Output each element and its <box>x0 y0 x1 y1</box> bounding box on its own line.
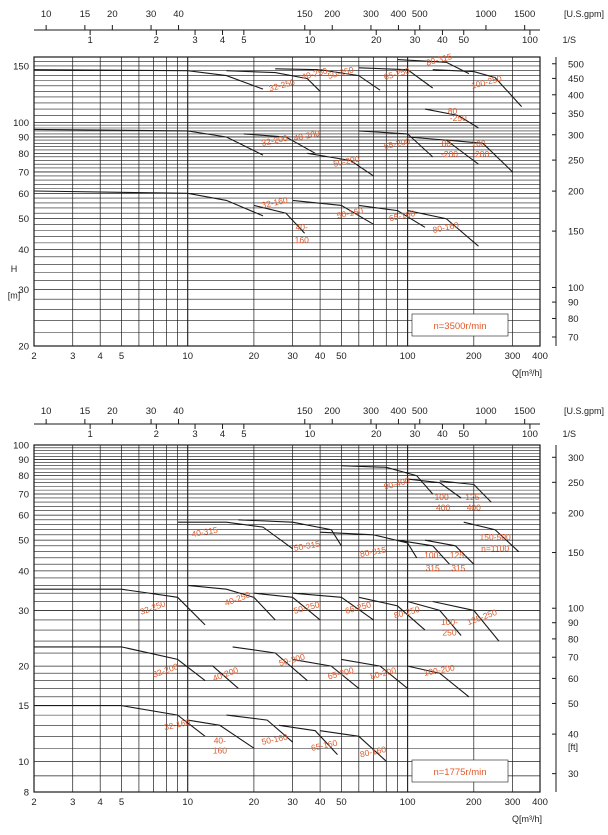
ft-tick-label: 450 <box>568 73 584 85</box>
x-axis-label: Q[m³/h] <box>511 814 542 824</box>
x-tick-label: 300 <box>504 797 521 808</box>
x-axis-label: Q[m³/h] <box>511 368 542 378</box>
model-label: 315 <box>451 562 466 573</box>
model-label: 400 <box>466 502 481 513</box>
chart-panel-2 <box>13 406 604 824</box>
gpm-tick-label: 10 <box>40 9 52 20</box>
ft-tick-label: 500 <box>568 59 584 71</box>
y-tick-label: 60 <box>18 188 29 200</box>
model-label: -250 <box>449 112 467 123</box>
model-label: 160 <box>294 234 309 245</box>
model-label: 100-250 <box>470 73 503 91</box>
x-tick-label: 20 <box>248 797 260 808</box>
model-label: 100- <box>440 616 458 627</box>
speed-label: n=3500r/min <box>433 321 487 332</box>
model-label: 40- <box>213 735 226 746</box>
x-tick-label: 200 <box>465 797 482 808</box>
ls-tick-label: 1 <box>87 35 93 46</box>
x-tick-label: 100 <box>399 351 416 362</box>
model-label: 100 <box>471 138 486 149</box>
model-label: 80-200 <box>369 664 398 682</box>
gpm-tick-label: 30 <box>145 9 157 20</box>
ls-tick-label: 3 <box>192 35 198 46</box>
gpm-tick-label: 20 <box>107 9 118 20</box>
curve-32-250 <box>34 70 263 89</box>
model-label: 65-160 <box>388 208 417 224</box>
x-tick-label: 20 <box>248 351 260 362</box>
ft-tick-label: 200 <box>568 508 584 520</box>
curve-32-200 <box>34 129 263 155</box>
model-label: 65-160 <box>310 737 339 753</box>
model-label: 80-315 <box>424 51 454 68</box>
model-label: 100-200 <box>422 662 456 678</box>
ls-tick-label: 2 <box>153 429 159 440</box>
y-tick-label: 10 <box>18 756 29 768</box>
gpm-tick-label: 200 <box>324 9 341 20</box>
gpm-tick-label: 40 <box>173 9 184 20</box>
ls-tick-label: 20 <box>370 35 382 46</box>
ft-tick-label: 150 <box>568 548 584 560</box>
ft-tick-label: 70 <box>568 652 579 664</box>
gpm-tick-label: 500 <box>411 406 428 417</box>
model-label: 40- <box>295 222 308 233</box>
x-tick-label: 2 <box>31 351 37 362</box>
ft-tick-label: 300 <box>568 452 584 464</box>
x-tick-label: 4 <box>97 351 103 362</box>
y-tick-label: 60 <box>18 510 29 522</box>
model-label: 40-250 <box>223 589 252 608</box>
model-label: 90-400 <box>382 475 411 492</box>
model-label: n=1100 <box>481 543 510 554</box>
y-tick-label: 30 <box>18 285 29 297</box>
ls-tick-label: 30 <box>409 35 421 46</box>
y-axis-unit: [m] <box>7 290 21 301</box>
model-label: 80-160 <box>431 219 460 235</box>
y-tick-label: 40 <box>18 245 29 257</box>
x-tick-label: 10 <box>182 797 193 808</box>
ft-tick-label: 100 <box>568 603 584 615</box>
y-tick-label: 50 <box>18 214 29 226</box>
ls-tick-label: 50 <box>458 429 470 440</box>
gpm-tick-label: 1000 <box>475 9 497 20</box>
model-label: 32-250 <box>267 76 296 94</box>
model-label: 125- <box>449 549 467 560</box>
ls-tick-label: 20 <box>370 429 382 440</box>
ft-tick-label: 150 <box>568 226 584 238</box>
model-label: 50-160 <box>335 205 364 221</box>
y-tick-label: 150 <box>13 61 29 73</box>
curve-32-160 <box>34 191 263 216</box>
x-tick-label: 5 <box>118 351 125 362</box>
annotations-top <box>261 51 503 245</box>
ft-tick-label: 30 <box>568 769 579 781</box>
x-tick-label: 50 <box>336 351 347 362</box>
gpm-tick-label: 150 <box>296 9 313 20</box>
ls-tick-label: 5 <box>241 35 247 46</box>
model-label: 80 <box>447 106 458 117</box>
ls-tick-label: 10 <box>304 35 316 46</box>
gpm-tick-label: 400 <box>390 9 407 20</box>
ft-tick-label: 300 <box>568 130 584 142</box>
x-tick-label: 40 <box>314 351 326 362</box>
y-tick-label: 20 <box>18 661 29 673</box>
gpm-tick-label: 40 <box>173 406 184 417</box>
ft-tick-label: 60 <box>568 673 579 685</box>
x-tick-label: 3 <box>70 351 76 362</box>
gpm-tick-label: 400 <box>390 406 407 417</box>
model-label: 50-315 <box>292 538 321 553</box>
y-axis-label: H <box>10 264 18 275</box>
ft-tick-label: 80 <box>568 634 579 646</box>
ft-tick-label: 90 <box>568 618 579 630</box>
y-tick-label: 80 <box>18 148 29 160</box>
ft-tick-label: 200 <box>568 186 584 198</box>
gpm-tick-label: 300 <box>363 406 379 417</box>
ls-tick-label: 30 <box>409 429 421 440</box>
model-label: 40-200 <box>292 127 321 144</box>
gpm-tick-label: 150 <box>296 406 313 417</box>
model-label: 125- <box>465 492 483 503</box>
y-tick-label: 90 <box>18 454 29 466</box>
ft-tick-label: 50 <box>568 698 579 710</box>
ls-tick-label: 50 <box>458 35 470 46</box>
gpm-tick-label: 1000 <box>475 406 497 417</box>
y-tick-label: 8 <box>23 787 29 799</box>
x-tick-label: 300 <box>504 351 521 362</box>
ls-tick-label: 40 <box>437 429 448 440</box>
model-label: 315 <box>425 562 440 573</box>
model-label: 40-200 <box>211 664 240 684</box>
gpm-tick-label: 1500 <box>514 406 536 417</box>
x-tick-label: 5 <box>118 797 125 808</box>
x-tick-label: 200 <box>465 351 482 362</box>
model-label: 40-315 <box>190 524 219 540</box>
y-tick-label: 70 <box>18 167 29 179</box>
model-label: 65-200 <box>382 135 411 152</box>
model-label: 40-250 <box>300 65 329 82</box>
model-label: 80-160 <box>358 744 387 760</box>
model-label: 125-250 <box>465 607 499 628</box>
model-label: 32-200 <box>260 132 289 148</box>
model-label: 50-250 <box>326 64 355 81</box>
ls-tick-label: 4 <box>219 429 226 440</box>
ft-tick-label: 90 <box>568 297 579 309</box>
x-tick-label: 2 <box>31 797 37 808</box>
ls-tick-label: 5 <box>241 429 247 440</box>
x-tick-label: 4 <box>97 797 103 808</box>
x-tick-label: 10 <box>182 351 193 362</box>
model-label: 50-250 <box>292 599 321 616</box>
model-label: 32-160 <box>163 716 192 733</box>
gpm-tick-label: 300 <box>363 9 379 20</box>
model-label: 65-200 <box>326 664 355 682</box>
x-tick-label: 40 <box>314 797 326 808</box>
ft-tick-label: 250 <box>568 477 584 489</box>
gpm-unit-label: [U.S.gpm] <box>563 406 604 416</box>
y-tick-label: 90 <box>18 132 29 144</box>
ft-tick-label: 400 <box>568 90 584 102</box>
x-tick-label: 30 <box>287 797 298 808</box>
model-label: 100- <box>434 492 452 503</box>
ls-tick-label: 4 <box>219 35 226 46</box>
gpm-tick-label: 15 <box>79 9 91 20</box>
gpm-tick-label: 500 <box>411 9 428 20</box>
model-label: 80 <box>441 138 452 149</box>
x-tick-label: 50 <box>336 797 347 808</box>
model-label: 32-200 <box>151 661 180 680</box>
x-tick-label: 400 <box>532 797 548 808</box>
y-tick-label: 50 <box>18 535 29 547</box>
ls-tick-label: 3 <box>192 429 198 440</box>
ft-axis-label: [ft] <box>568 741 579 752</box>
x-tick-label: 400 <box>532 351 548 362</box>
speed-label: n=1775r/min <box>433 767 487 778</box>
model-label: 250 <box>442 627 457 638</box>
gpm-tick-label: 30 <box>145 406 157 417</box>
annotations-bottom <box>138 475 511 759</box>
gpm-tick-label: 10 <box>40 406 52 417</box>
gpm-tick-label: 200 <box>324 406 341 417</box>
model-label: 32-160 <box>260 194 289 211</box>
ft-tick-label: 250 <box>568 155 584 167</box>
y-tick-label: 80 <box>18 471 29 483</box>
y-tick-label: 15 <box>18 701 29 713</box>
ls-tick-label: 40 <box>437 35 448 46</box>
gpm-tick-label: 20 <box>107 406 118 417</box>
model-label: 150-500 <box>479 532 511 543</box>
y-tick-label: 100 <box>13 440 29 452</box>
ft-tick-label: 350 <box>568 108 584 120</box>
y-tick-label: 70 <box>18 489 29 501</box>
ls-tick-label: 100 <box>522 429 538 440</box>
ls-tick-label: 10 <box>304 429 316 440</box>
model-label: -200 <box>472 148 490 159</box>
x-tick-label: 100 <box>399 797 416 808</box>
gpm-tick-label: 15 <box>79 406 91 417</box>
y-tick-label: 40 <box>18 566 29 578</box>
ft-tick-label: 70 <box>568 332 579 344</box>
ls-unit-label: 1/S <box>562 429 576 439</box>
model-label: 50-160 <box>260 731 289 747</box>
model-label: 32-250 <box>138 598 167 617</box>
x-tick-label: 3 <box>70 797 76 808</box>
ft-tick-label: 80 <box>568 313 579 325</box>
curve-32-250 <box>34 589 205 625</box>
curve-32-200 <box>34 647 205 681</box>
ls-tick-label: 100 <box>522 35 538 46</box>
model-label: 80-250 <box>392 603 421 621</box>
ls-unit-label: 1/S <box>562 35 576 45</box>
y-tick-label: 100 <box>13 117 29 129</box>
model-label: 50-200 <box>277 651 306 669</box>
ls-tick-label: 2 <box>153 35 159 46</box>
model-label: 100- <box>424 549 442 560</box>
model-label: 65-250 <box>343 599 373 616</box>
x-tick-label: 30 <box>287 351 298 362</box>
chart-panel-1 <box>8 9 604 378</box>
ls-tick-label: 1 <box>87 429 93 440</box>
model-label: -200 <box>440 148 458 159</box>
ft-tick-label: 40 <box>568 729 579 741</box>
gpm-tick-label: 1500 <box>514 9 536 20</box>
ft-tick-label: 100 <box>568 282 584 294</box>
y-tick-label: 30 <box>18 605 29 617</box>
model-label: 400 <box>435 502 451 513</box>
model-label: 80-315 <box>359 544 387 559</box>
y-tick-label: 20 <box>18 341 29 353</box>
model-label: 160 <box>212 745 227 756</box>
gpm-unit-label: [U.S.gpm] <box>563 9 604 19</box>
model-label: 65-250 <box>382 65 411 82</box>
model-label: 50-200 <box>332 153 361 169</box>
